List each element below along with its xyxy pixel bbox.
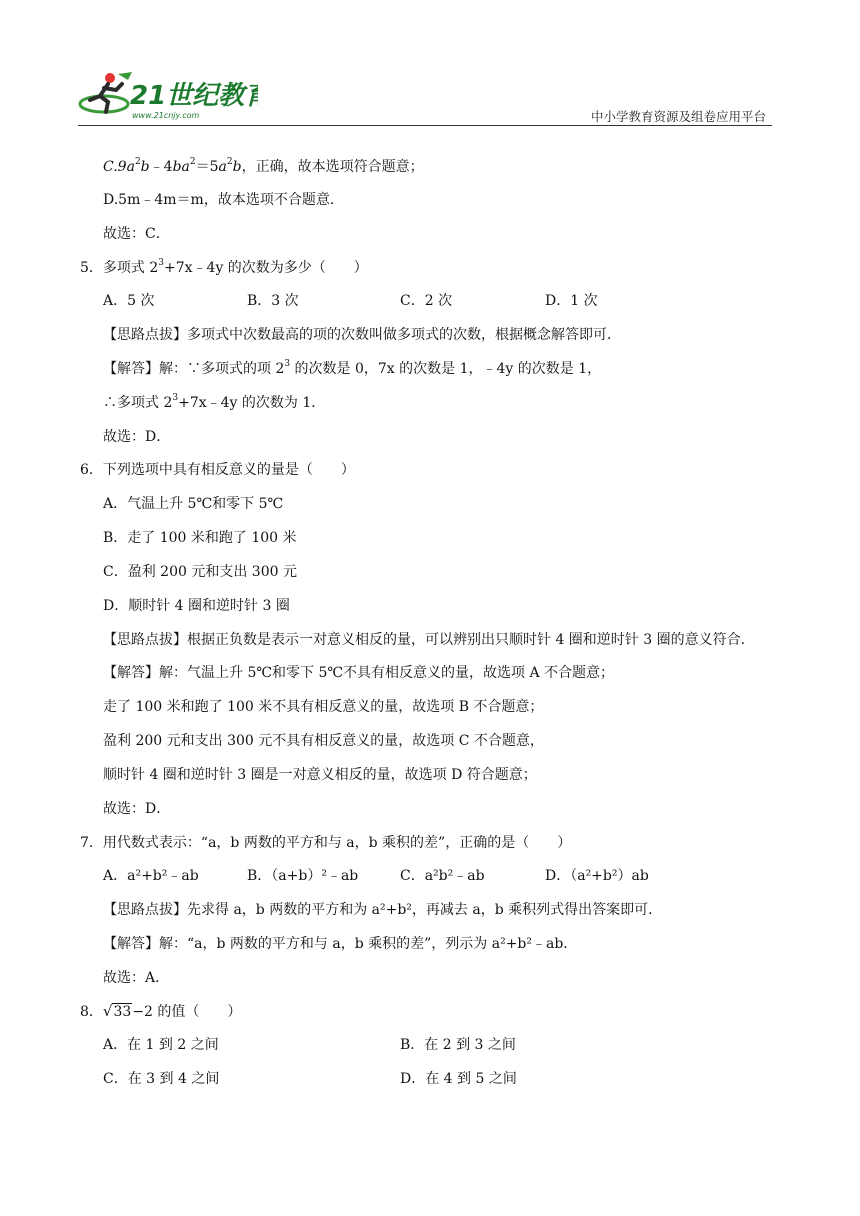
q6-option-b: B．走了 100 米和跑了 100 米 <box>103 530 297 546</box>
q4-option-d-line: D.5m﹣4m＝m，故本选项不合题意． <box>103 192 344 208</box>
q8-stem: 8．√33−2 的值（ ） <box>80 1002 242 1020</box>
q5-solution-line2: ∴多项式 $2^3+7x﹣4y$ 的次数为 1． <box>103 393 326 411</box>
q8-option-b: B．在 2 到 3 之间 <box>400 1037 516 1053</box>
q6-option-c: C．盈利 200 元和支出 300 元 <box>103 564 297 580</box>
q8-option-c: C．在 3 到 4 之间 <box>103 1071 220 1087</box>
q8-option-d: D．在 4 到 5 之间 <box>400 1071 517 1087</box>
q5-option-c: C．2 次 <box>400 293 453 309</box>
q7-stem: 7．用代数式表示：“a，b 两数的平方和与 a，b 乘积的差”，正确的是（ ） <box>80 835 572 851</box>
q5-hint: 【思路点拔】多项式中次数最高的项的次数叫做多项式的次数，根据概念解答即可． <box>103 327 621 343</box>
runner-logo-icon <box>78 68 258 124</box>
platform-title: 中小学教育资源及组卷应用平台 <box>590 109 766 124</box>
q7-answer: 故选：A． <box>103 970 170 986</box>
q4-answer: 故选：C． <box>103 226 170 242</box>
q6-option-d: D．顺时针 4 圈和逆时针 3 圈 <box>103 598 290 614</box>
q7-option-d: D．（a²+b²）ab <box>545 868 649 884</box>
q7-option-c: C．a²b²﹣ab <box>400 868 485 884</box>
q7-option-a: A．a²+b²﹣ab <box>103 868 199 884</box>
q6-answer: 故选：D． <box>103 801 171 817</box>
q6-solution-line2: 走了 100 米和跑了 100 米不具有相反意义的量，故选项 B 不合题意； <box>103 699 544 715</box>
q6-solution-line4: 顺时针 4 圈和逆时针 3 圈是一对意义相反的量，故选项 D 符合题意； <box>103 767 537 783</box>
logo <box>78 68 258 124</box>
q8-radicand: 33 <box>113 1004 132 1020</box>
q6-hint: 【思路点拔】根据正负数是表示一对意义相反的量，可以辨别出只顺时针 4 圈和逆时针 3 圈的意义符合． <box>103 632 755 648</box>
q5-stem: 5．多项式 $2^3+7x﹣4y$ 的次数为多少（ ） <box>80 258 368 276</box>
q5-answer: 故选：D． <box>103 429 171 445</box>
sqrt-icon: √ <box>102 1002 113 1020</box>
q6-option-a: A．气温上升 5℃和零下 5℃ <box>103 496 284 512</box>
q6-solution-line3: 盈利 200 元和支出 300 元不具有相反意义的量，故选项 C 不合题意， <box>103 733 544 749</box>
q7-option-b: B．（a+b）²﹣ab <box>247 868 359 884</box>
q4-option-c-line: $C.9a^2b﹣4ba^2=5a^2b$，正确，故本选项符合题意； <box>103 157 424 175</box>
q5-option-a: A．5 次 <box>103 293 155 309</box>
q8-option-a: A．在 1 到 2 之间 <box>103 1037 219 1053</box>
q6-solution-line1: 【解答】解：气温上升 5℃和零下 5℃不具有相反意义的量，故选项 A 不合题意； <box>103 665 615 681</box>
header-rule <box>78 125 772 126</box>
q5-option-b: B．3 次 <box>247 293 299 309</box>
page-header <box>78 68 772 130</box>
q5-option-d: D．1 次 <box>545 293 598 309</box>
q6-stem: 6．下列选项中具有相反意义的量是（ ） <box>80 462 355 478</box>
logo-url: www.21cnjy.com <box>132 111 200 120</box>
logo-text: 21世纪教育 <box>130 81 258 111</box>
q7-hint: 【思路点拔】先求得 a，b 两数的平方和为 a²+b²，再减去 a，b 乘积列式得出答案即可． <box>103 902 663 918</box>
q7-solution: 【解答】解：“a，b 两数的平方和与 a，b 乘积的差”，列示为 a²+b²﹣ab． <box>103 936 578 952</box>
q5-solution-line1: 【解答】解：∵多项式的项 $2^3$ 的次数是 0，7x 的次数是 1，﹣4y 的次数是 1， <box>103 359 602 377</box>
